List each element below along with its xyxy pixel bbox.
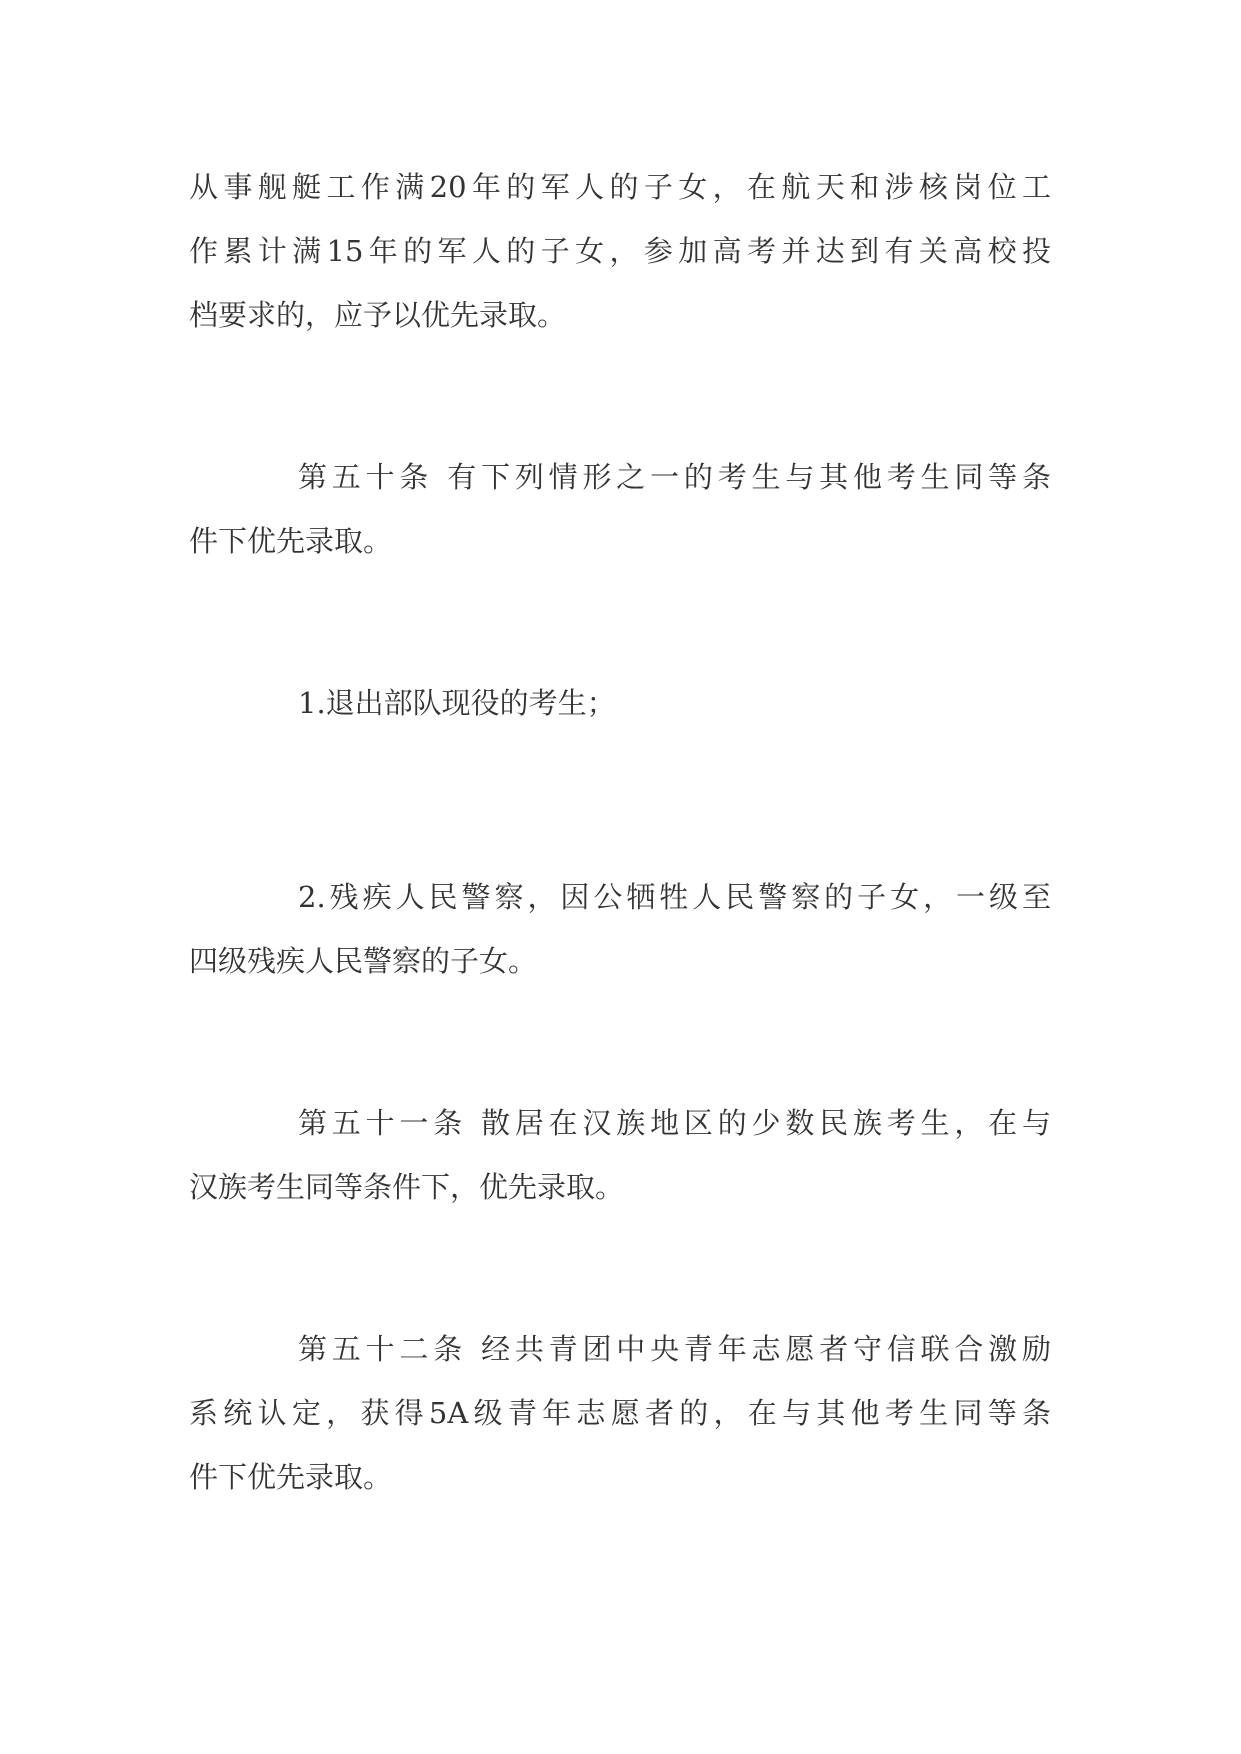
article-51-line: 汉族考生同等条件下，优先录取。 [189, 1170, 625, 1204]
article-52-line: 件下优先录取。 [189, 1460, 393, 1494]
article-51-line: 第五十一条 散居在汉族地区的少数民族考生，在与 [298, 1106, 1051, 1140]
list-item-2-line: 四级残疾人民警察的子女。 [189, 944, 538, 978]
list-item-1: 1.退出部队现役的考生； [298, 686, 616, 720]
article-52-line: 第五十二条 经共青团中央青年志愿者守信联合激励 [298, 1332, 1051, 1366]
paragraph-line: 作累计满15年的军人的子女，参加高考并达到有关高校投 [189, 234, 1051, 268]
paragraph-line: 从事舰艇工作满20年的军人的子女，在航天和涉核岗位工 [189, 170, 1051, 204]
article-50-line: 件下优先录取。 [189, 524, 393, 558]
list-item-2-line: 2.残疾人民警察，因公牺牲人民警察的子女，一级至 [298, 880, 1051, 914]
article-50-line: 第五十条 有下列情形之一的考生与其他考生同等条 [298, 460, 1051, 494]
paragraph-line: 档要求的，应予以优先录取。 [189, 298, 567, 332]
article-52-line: 系统认定，获得5A级青年志愿者的，在与其他考生同等条 [189, 1396, 1051, 1430]
